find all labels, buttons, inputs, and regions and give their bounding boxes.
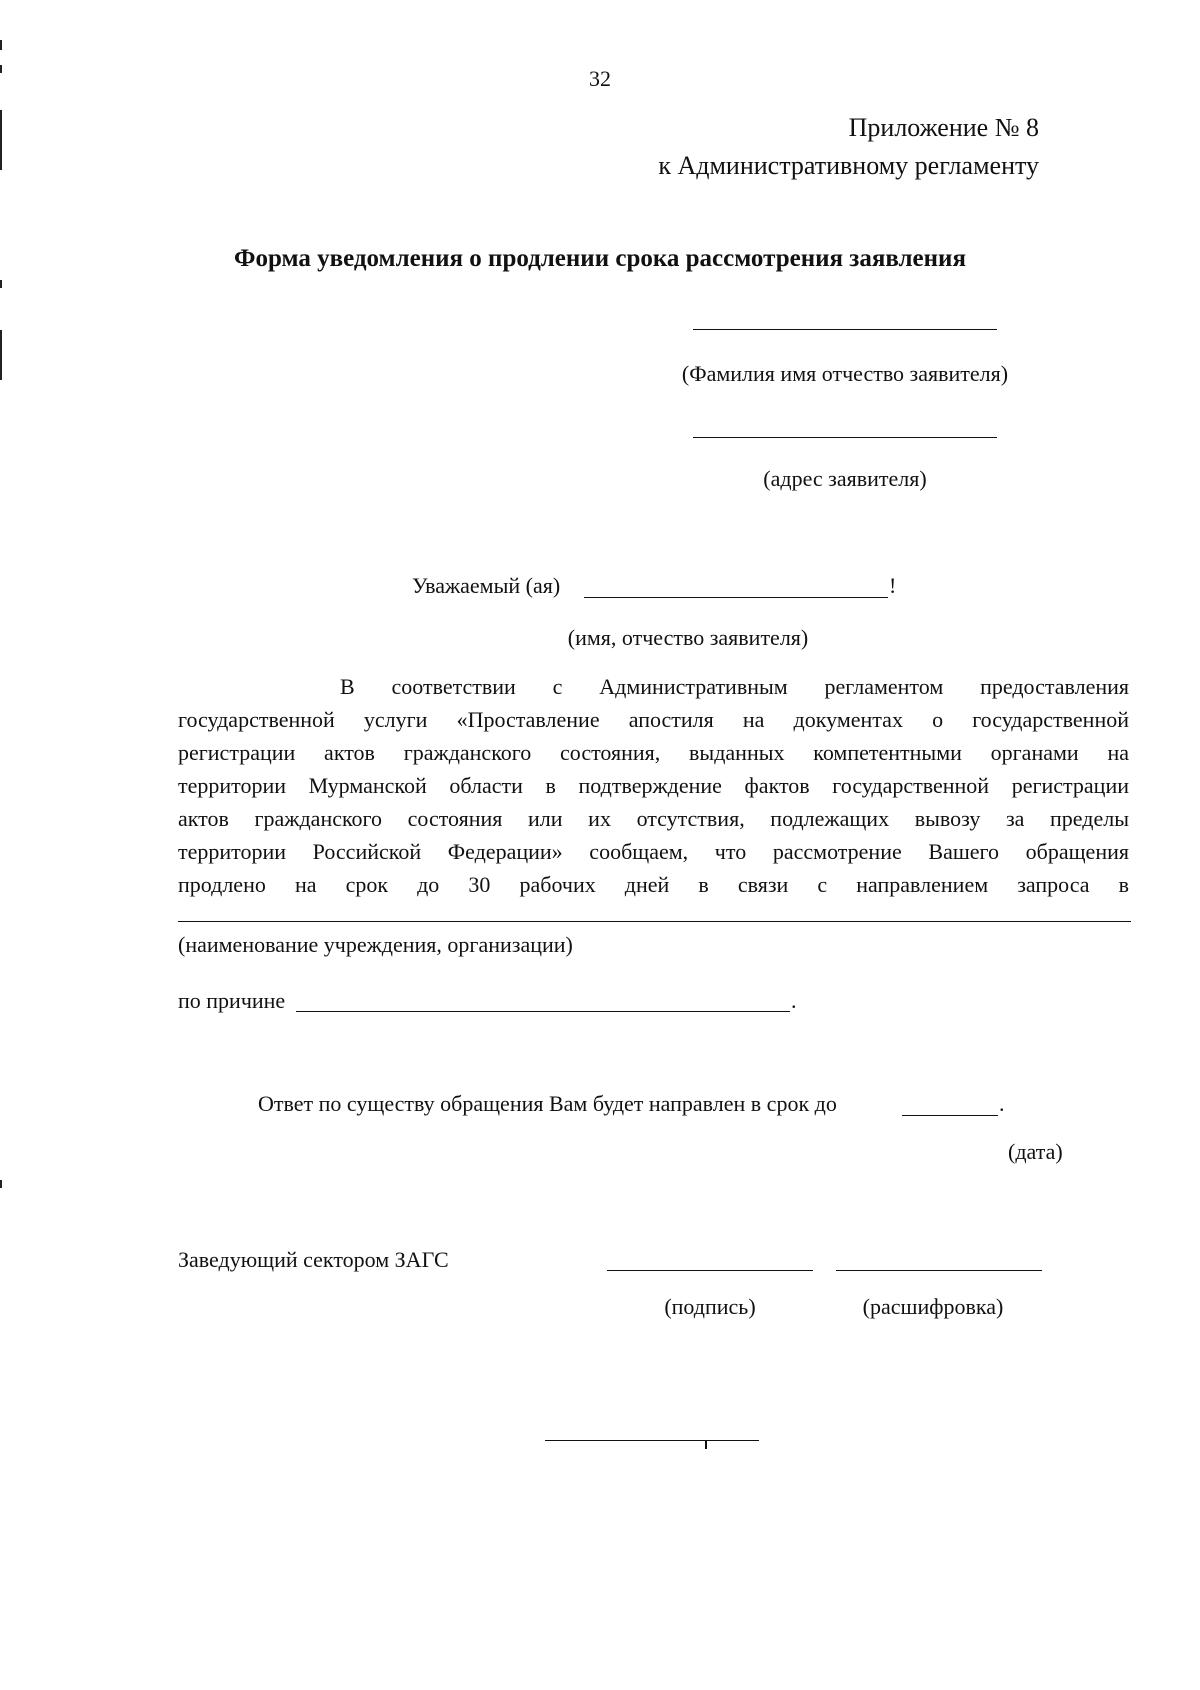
reason-label: по причине <box>178 988 286 1013</box>
greeting-label: Уважаемый (ая) <box>412 573 561 598</box>
decryption-caption: (расшифровка) <box>862 1294 1004 1319</box>
applicant-name-caption: (Фамилия имя отчество заявителя) <box>681 361 1009 386</box>
signer-title: Заведующий сектором ЗАГС <box>178 1247 449 1272</box>
institution-field[interactable] <box>178 921 1131 922</box>
end-separator <box>545 1440 759 1441</box>
page-number: 32 <box>589 66 611 91</box>
body-line: территории Российской Федерации» сообщаем, что рассмотрение Вашего обращения <box>178 839 1129 864</box>
signature-field[interactable] <box>607 1270 813 1271</box>
scan-edge-mark <box>0 1180 2 1188</box>
answer-period: . <box>999 1091 1005 1116</box>
scan-edge-mark <box>0 330 2 380</box>
body-line: актов гражданского состояния или их отсутствия, подлежащих вывозу за пределы <box>178 806 1129 831</box>
decryption-field[interactable] <box>836 1270 1042 1271</box>
reason-period: . <box>791 988 797 1013</box>
form-title: Форма уведомления о продлении срока рассмотрения заявления <box>234 245 966 272</box>
signature-caption: (подпись) <box>664 1294 756 1319</box>
answer-text: Ответ по существу обращения Вам будет направлен в срок до <box>258 1091 837 1116</box>
reason-field[interactable] <box>296 1011 790 1012</box>
body-line: государственной услуги «Проставление апостиля на документах о государственной <box>178 707 1129 732</box>
scan-edge-mark <box>0 280 2 288</box>
applicant-address-caption: (адрес заявителя) <box>763 466 927 491</box>
body-line: В соответствии с Административным регламентом предоставления <box>340 674 1129 699</box>
institution-caption: (наименование учреждения, организации) <box>178 932 573 957</box>
scan-edge-mark <box>0 110 2 170</box>
body-line: регистрации актов гражданского состояния, выданных компетентными органами на <box>178 740 1129 765</box>
greeting-caption: (имя, отчество заявителя) <box>567 625 809 650</box>
body-line: территории Мурманской области в подтверждение фактов государственной регистрации <box>178 773 1129 798</box>
appendix-title: Приложение № 8 <box>848 113 1039 142</box>
applicant-name-field[interactable] <box>693 329 997 330</box>
greeting-exclamation: ! <box>889 573 897 598</box>
separator-tick <box>705 1441 707 1449</box>
applicant-address-field[interactable] <box>693 437 997 438</box>
answer-date-field[interactable] <box>902 1115 998 1116</box>
body-line: продлено на срок до 30 рабочих дней в связи с направлением запроса в <box>178 872 1129 897</box>
appendix-subtitle: к Административному регламенту <box>658 151 1039 180</box>
greeting-name-field[interactable] <box>584 597 888 598</box>
date-caption: (дата) <box>1008 1139 1063 1164</box>
notification-body <box>178 670 1129 901</box>
scan-edge-mark <box>0 40 2 50</box>
